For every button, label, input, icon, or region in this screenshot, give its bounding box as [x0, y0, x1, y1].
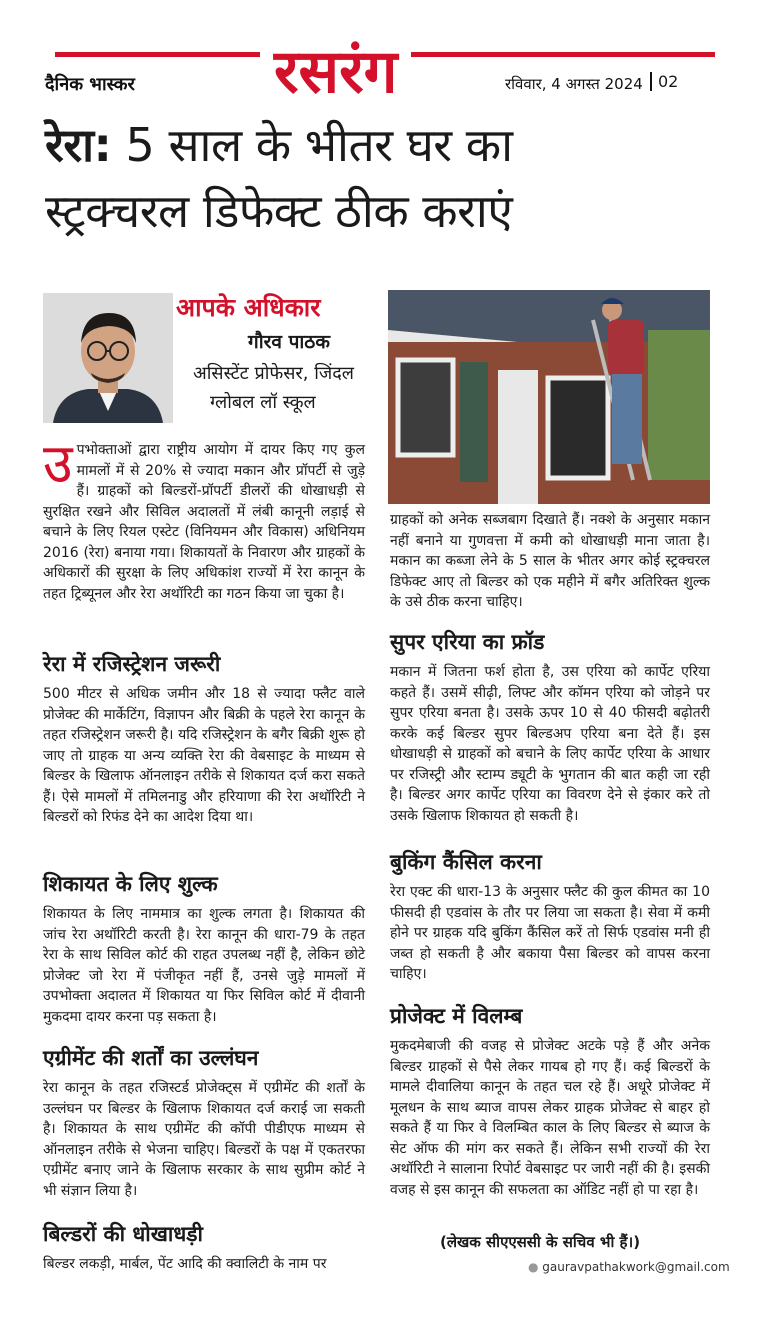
- intro-paragraph: [43, 432, 365, 636]
- masthead: [0, 0, 768, 110]
- author-note: (लेखक सीएएससी के सचिव भी हैं।): [440, 1233, 641, 1251]
- dateline: रविवार, 4 अगस्त 2024: [505, 75, 643, 93]
- author-title-line2: ग्लोबल लॉ स्कूल: [210, 392, 316, 413]
- newspaper-name: दैनिक भास्कर: [45, 74, 135, 95]
- text-fee: शिकायत के लिए नाममात्र का शुल्क लगता है। शिकायत की जांच रेरा अथॉरिटी करती है। रेरा कानून की धारा-79 के तहत रेरा के साथ सिविल कोर्ट की राहत उपलब्ध नहीं है, लेकिन छोटे प्रोजेक्ट जो रेरा में पंजीकृत नहीं हैं, उनसे जुड़े मामलों में उपभोक्ता अदालत में शिकायत या फिर सिविल कोर्ट में दीवानी मुकदमा दायर करना पड़ सकता है।: [43, 906, 365, 1025]
- text-agreement: रेरा कानून के तहत रजिस्टर्ड प्रोजेक्ट्स में एग्रीमेंट की शर्तों के उल्लंघन पर बिल्डर के खिलाफ शिकायत दर्ज कराई जा सकती है। शिकायत के साथ एग्रीमेंट की कॉपी पीडीएफ माध्यम से ऑनलाइन तरीके से भेजना चाहिए। बिल्डरों के पक्ष में एकतरफा एग्रीमेंट बनाए जाने के खिलाफ सरकार के साथ सुप्रीम कोर्ट ने भी संज्ञान लिया है।: [43, 1080, 365, 1199]
- author-name: गौरव पाठक: [248, 331, 330, 353]
- headline-rera: रेरा:: [45, 118, 112, 172]
- headline-line2: स्ट्रक्चरल डिफेक्ट ठीक कराएं: [45, 184, 513, 238]
- heading-registration: रेरा में रजिस्ट्रेशन जरूरी: [43, 652, 221, 676]
- heading-fee: शिकायत के लिए शुल्क: [43, 872, 218, 896]
- text-fraud-right: ग्राहकों को अनेक सब्जबाग दिखाते हैं। नक्शे के अनुसार मकान नहीं बनाने या गुणवत्ता में कमी को धोखाधड़ी माना जाता है। मकान का कब्जा लेने के 5 साल के भीतर अगर कोई स्ट्रक्चरल डिफेक्ट आए तो बिल्डर को एक महीने में बगैर अतिरिक्त शुल्क के उसे ठीक करना चाहिए।: [390, 512, 710, 610]
- text-registration: 500 मीटर से अधिक जमीन और 18 से ज्यादा फ्लैट वाले प्रोजेक्ट की मार्केटिंग, विज्ञापन और बिक्री के पहले रेरा कानून के तहत रजिस्ट्रेशन जरूरी है। यदि रजिस्ट्रेशन के बगैर बिक्री शुरू हो जाए तो ग्राहक या अन्य व्यक्ति रेरा की वेबसाइट के माध्यम से बिल्डर के खिलाफ ऑनलाइन तरीके से शिकायत दर्ज करा सकते हैं। ऐसे मामलों में तमिलनाडु और हरियाणा की रेरा अथॉरिटी ने बिल्डरों को रिफंड देने का आदेश दिया था।: [43, 686, 365, 825]
- article-photo: [388, 290, 710, 504]
- author-email: [528, 1260, 730, 1274]
- dropcap: उ: [43, 432, 73, 495]
- heading-super-area: सुपर एरिया का फ्रॉड: [390, 630, 545, 654]
- heading-agreement: एग्रीमेंट की शर्तों का उल्लंघन: [43, 1046, 259, 1070]
- heading-booking: बुकिंग कैंसिल करना: [390, 850, 542, 874]
- text-super-area: मकान में जितना फर्श होता है, उस एरिया को कार्पेट एरिया कहते हैं। उसमें सीढ़ी, लिफ्ट और कॉमन एरिया को जोड़ने पर सुपर एरिया बनता है। उसके ऊपर 10 से 40 फीसदी बढ़ोतरी करके कई बिल्डर सुपर बिल्डअप एरिया बना देते हैं। इस धोखाधड़ी से ग्राहकों को बचाने के लिए कार्पेट एरिया के आधार पर रजिस्ट्री और स्टाम्प ड्यूटी के भुगतान की बात कही जा रही है। बिल्डर अगर कार्पेट एरिया का विवरण देने से इंकार करे तो उसके खिलाफ शिकायत हो सकती है।: [390, 664, 710, 824]
- house-repair-photo-icon: [388, 290, 710, 504]
- headline-line1: [45, 112, 735, 178]
- bullet-icon: ●: [528, 1260, 543, 1274]
- text-delay: मुकदमेबाजी की वजह से प्रोजेक्ट अटके पड़े हैं और अनेक बिल्डर ग्राहकों से पैसे लेकर गायब हो गए हैं। कई बिल्डरों के मामले दीवालिया कानून के तहत चल रहे हैं। अधूरे प्रोजेक्ट में मूलधन के साथ ब्याज वापस लेकर ग्राहक प्रोजेक्ट से बाहर हो सकते हैं या फिर वे विलम्बित काल के लिए बिल्डर से ब्याज के सेट ऑफ की मांग कर सकते हैं। लेकिन सभी राज्यों की रेरा अथॉरिटी ने सालाना रिपोर्ट वेबसाइट पर जारी नहीं की है। इसकी वजह से इस कानून की सफलता का ऑडिट नहीं हो पा रहा है।: [390, 1038, 710, 1198]
- column-label: आपके अधिकार: [176, 293, 321, 322]
- author-photo: [43, 293, 173, 423]
- author-title-line1: असिस्टेंट प्रोफेसर, जिंदल: [193, 363, 354, 384]
- author-portrait-icon: [43, 293, 173, 423]
- text-fraud-left: बिल्डर लकड़ी, मार्बल, पेंट आदि की क्वालिटी के नाम पर: [43, 1256, 327, 1272]
- text-booking: रेरा एक्ट की धारा-13 के अनुसार फ्लैट की कुल कीमत का 10 फीसदी ही एडवांस के तौर पर लिया जा सकता है। सेवा में कमी होने पर ग्राहक यदि बुकिंग कैंसिल करें तो सिर्फ एडवांस मनी ही जब्त हो सकती है और बकाया पैसा बिल्डर को वापस करना चाहिए।: [390, 884, 710, 982]
- heading-fraud: बिल्डरों की धोखाधड़ी: [43, 1222, 203, 1246]
- email-text: gauravpathakwork@gmail.com: [542, 1260, 730, 1274]
- headline-line1-rest: 5 साल के भीतर घर का: [111, 118, 513, 172]
- headline: [45, 112, 735, 244]
- page-number: 02: [650, 72, 678, 91]
- heading-delay: प्रोजेक्ट में विलम्ब: [390, 1004, 523, 1028]
- intro-text: पभोक्ताओं द्वारा राष्ट्रीय आयोग में दायर किए गए कुल मामलों में से 20% से ज्यादा मकान और प्रॉपर्टी से जुड़े हैं। ग्राहकों को बिल्डरों-प्रॉपर्टी डीलरों की धोखाधड़ी से सुरक्षित रखने और सिविल अदालतों में लंबी कानूनी लड़ाई से बचाने के लिए रियल एस्टेट (विनियमन और विकास) अधिनियम 2016 (रेरा) बनाया गया। शिकायतों के निवारण और ग्राहकों के अधिकारों की सुरक्षा के लिए अधिकांश राज्यों में रेरा कानून के तहत ट्रिब्यूनल और रेरा अथॉरिटी का गठन किया जा चुका है।: [43, 442, 365, 602]
- supplement-logo: रसरंग: [260, 40, 411, 104]
